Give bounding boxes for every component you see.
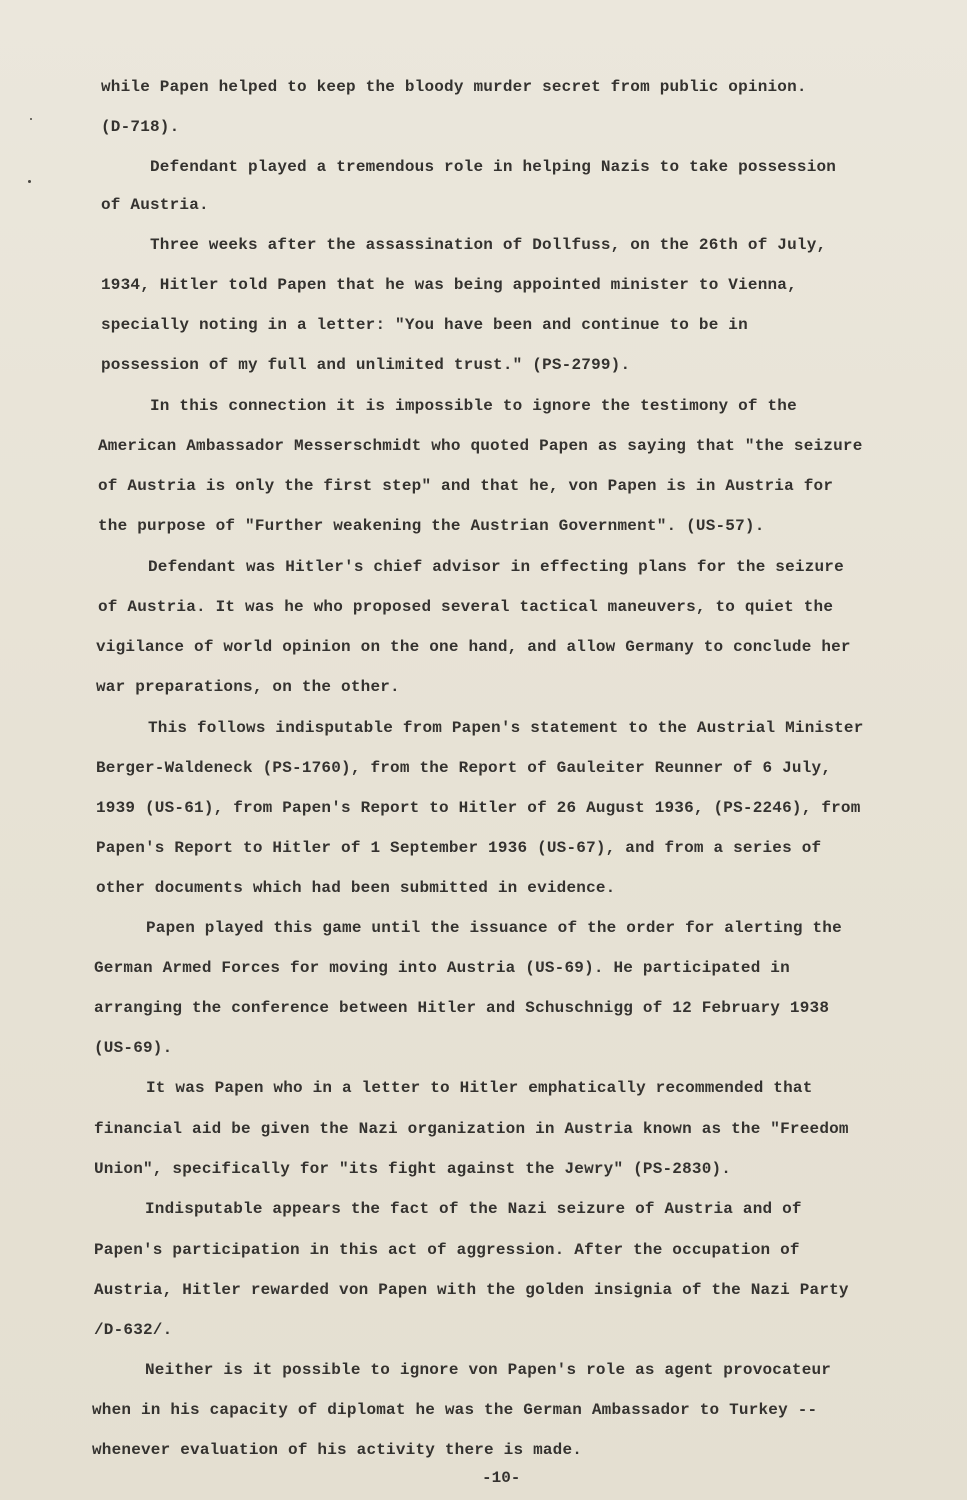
text-line: while Papen helped to keep the bloody murder secret from public opinion. xyxy=(101,78,807,96)
text-line: Austria, Hitler rewarded von Papen with the golden insignia of the Nazi Party xyxy=(94,1281,849,1299)
text-line: Defendant played a tremendous role in helping Nazis to take possession xyxy=(150,158,837,176)
text-line: the purpose of "Further weakening the Austrian Government". (US-57). xyxy=(98,517,765,535)
text-line: arranging the conference between Hitler and Schuschnigg of 12 February 1938 xyxy=(94,999,830,1017)
text-line: vigilance of world opinion on the one hand, and allow Germany to conclude her xyxy=(96,638,851,656)
text-line: German Armed Forces for moving into Austria (US-69). He participated in xyxy=(94,959,790,977)
text-line: Papen's Report to Hitler of 1 September 1936 (US-67), and from a series of xyxy=(96,839,822,857)
text-line: Indisputable appears the fact of the Nazi seizure of Austria and of xyxy=(145,1200,802,1218)
margin-mark xyxy=(30,118,32,120)
text-line: possession of my full and unlimited trust." (PS-2799). xyxy=(101,356,631,374)
text-line: 1934, Hitler told Papen that he was being appointed minister to Vienna, xyxy=(101,276,797,294)
text-line: In this connection it is impossible to ignore the testimony of the xyxy=(150,397,797,415)
text-line: Three weeks after the assassination of Dollfuss, on the 26th of July, xyxy=(150,236,827,254)
margin-mark xyxy=(28,180,31,183)
text-line: other documents which had been submitted in evidence. xyxy=(96,879,616,897)
text-line: American Ambassador Messerschmidt who quoted Papen as saying that "the seizure xyxy=(98,437,863,455)
text-line: This follows indisputable from Papen's statement to the Austrial Minister xyxy=(148,719,864,737)
text-line: war preparations, on the other. xyxy=(96,678,400,696)
text-line: Defendant was Hitler's chief advisor in effecting plans for the seizure xyxy=(148,558,844,576)
text-line: when in his capacity of diplomat he was the German Ambassador to Turkey -- xyxy=(92,1401,818,1419)
text-line: Berger-Waldeneck (PS-1760), from the Report of Gauleiter Reunner of 6 July, xyxy=(96,759,832,777)
text-line: Union", specifically for "its fight against the Jewry" (PS-2830). xyxy=(94,1160,732,1178)
text-line: financial aid be given the Nazi organization in Austria known as the "Freedom xyxy=(94,1120,849,1138)
page-number: -10- xyxy=(482,1469,521,1487)
text-line: Papen played this game until the issuance of the order for alerting the xyxy=(146,919,842,937)
text-line: of Austria. It was he who proposed several tactical maneuvers, to quiet the xyxy=(98,598,834,616)
text-line: whenever evaluation of his activity there is made. xyxy=(92,1441,583,1459)
text-line: (US-69). xyxy=(94,1039,173,1057)
text-line: specially noting in a letter: "You have been and continue to be in xyxy=(101,316,748,334)
text-line: /D-632/. xyxy=(94,1321,173,1339)
text-line: of Austria is only the first step" and that he, von Papen is in Austria for xyxy=(98,477,834,495)
text-line: It was Papen who in a letter to Hitler emphatically recommended that xyxy=(146,1079,813,1097)
text-line: Papen's participation in this act of aggression. After the occupation of xyxy=(94,1241,800,1259)
text-line: Neither is it possible to ignore von Papen's role as agent provocateur xyxy=(145,1361,832,1379)
text-line: (D-718). xyxy=(101,118,180,136)
text-line: 1939 (US-61), from Papen's Report to Hitler of 26 August 1936, (PS-2246), from xyxy=(96,799,861,817)
text-line: of Austria. xyxy=(101,196,209,214)
